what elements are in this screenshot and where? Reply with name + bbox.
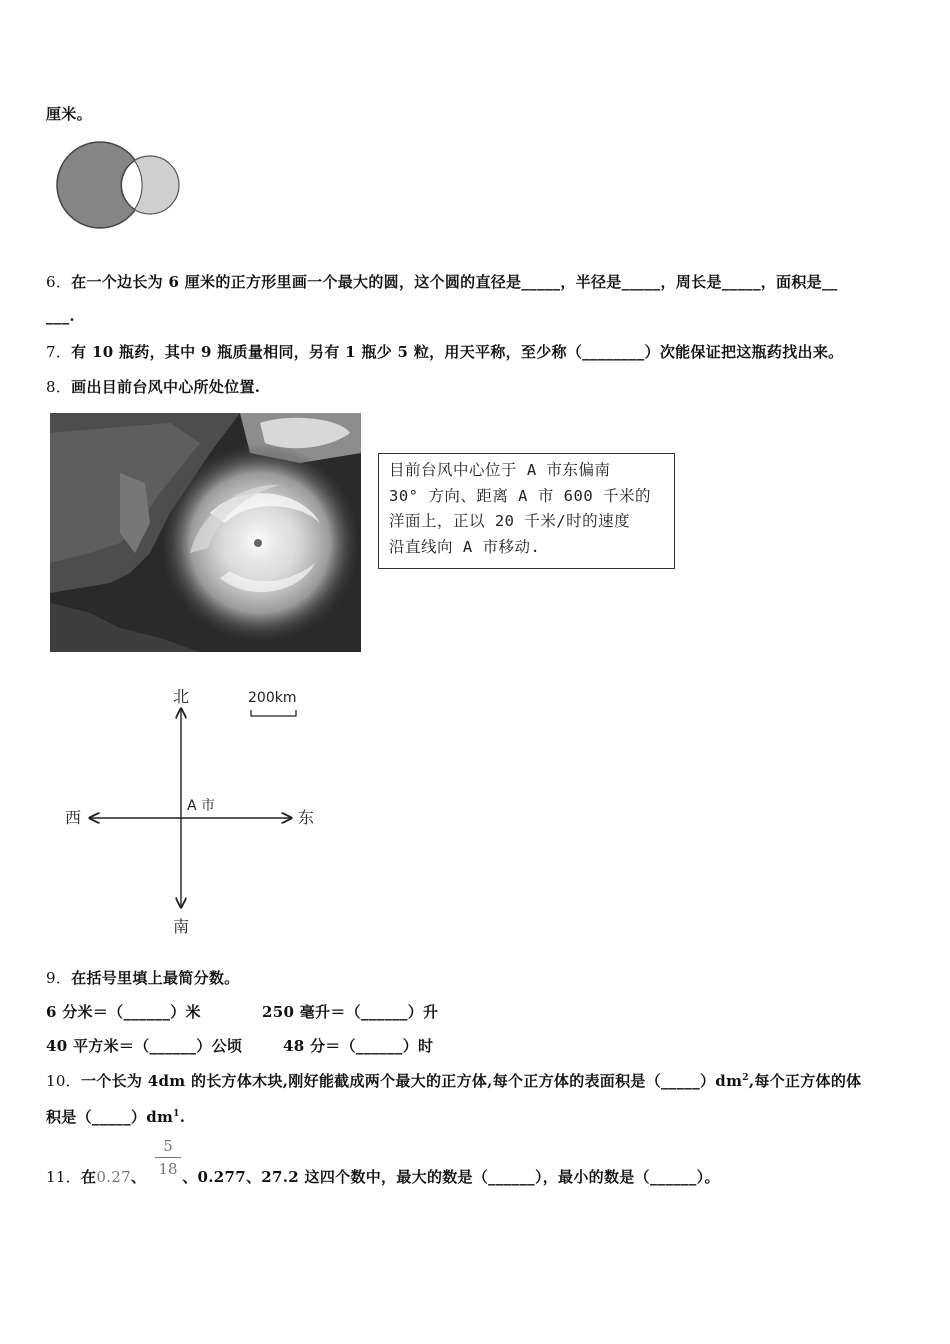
superscript: 1 <box>173 1109 180 1119</box>
info-line: 沿直线向 A 市移动. <box>389 537 541 556</box>
q9-item-4: 48 分＝（______）时 <box>283 1037 434 1055</box>
question-10 <box>46 1070 861 1091</box>
question-8 <box>46 376 260 397</box>
fraction-denominator: 18 <box>158 1160 178 1178</box>
scale-bar <box>251 710 296 716</box>
fraction-bar <box>155 1157 181 1158</box>
city-a-label: A 市 <box>187 798 216 814</box>
prev-question-tail: 厘米。 <box>46 105 92 123</box>
fraction-numerator: 5 <box>163 1137 173 1155</box>
separator: 、 <box>130 1168 147 1186</box>
question-text-cont: ,每个正方体的体 <box>748 1072 862 1090</box>
question-7 <box>46 341 843 362</box>
question-text: 在括号里填上最简分数。 <box>71 969 240 987</box>
question-text-cont: 、0.277、27.2 这四个数中，最大的数是（______），最小的数是（______）。 <box>182 1168 720 1186</box>
question-text: 有 10 瓶药，其中 9 瓶质量相同，另有 1 瓶少 5 粒，用天平称，至少称（________）次能保证把这瓶药找出来。 <box>71 343 844 361</box>
q9-item-2: 250 毫升＝（______）升 <box>262 1003 439 1021</box>
repeating-decimal: 0.27 <box>96 1168 131 1186</box>
question-number: 9． <box>46 969 72 987</box>
overlapping-circles-figure <box>50 140 190 232</box>
info-line: 30° 方向、距离 A 市 600 千米的 <box>389 486 651 505</box>
info-line: 洋面上，正以 20 千米/时的速度 <box>389 512 631 530</box>
question-number: 10． <box>46 1072 81 1090</box>
west-label: 西 <box>65 808 82 827</box>
q9-item-3: 40 平方米＝（______）公顷 <box>46 1037 243 1055</box>
typhoon-satellite-image <box>50 413 361 652</box>
question-10-continued <box>46 1106 185 1127</box>
question-number: 8． <box>46 378 72 396</box>
question-text: 画出目前台风中心所处位置. <box>71 378 261 396</box>
question-number: 7． <box>46 343 72 361</box>
question-6 <box>46 271 838 292</box>
question-number: 6． <box>46 273 72 291</box>
question-6-continued: ___. <box>46 307 75 325</box>
east-label: 东 <box>298 808 315 827</box>
question-text-end: . <box>179 1108 186 1126</box>
north-label: 北 <box>172 687 190 706</box>
superscript: 2 <box>742 1073 749 1083</box>
question-text: 在 <box>81 1168 97 1186</box>
question-text: 在一个边长为 6 厘米的正方形里画一个最大的圆，这个圆的直径是_____，半径是_____，周长是_____，面积是__ <box>71 273 838 291</box>
question-11 <box>46 1166 720 1187</box>
q9-item-1: 6 分米＝（______）米 <box>46 1003 201 1021</box>
question-number: 11． <box>46 1168 81 1186</box>
compass-diagram <box>55 680 325 940</box>
typhoon-info-box <box>378 453 675 569</box>
question-9 <box>46 967 239 988</box>
info-line: 目前台风中心位于 A 市东偏南 <box>389 461 611 479</box>
question-text: 一个长为 4dm 的长方体木块,刚好能截成两个最大的正方体,每个正方体的表面积是（_____）dm <box>81 1072 743 1090</box>
scale-label: 200km <box>248 690 297 706</box>
question-text: 积是（_____）dm <box>46 1108 174 1126</box>
south-label: 南 <box>172 917 190 936</box>
